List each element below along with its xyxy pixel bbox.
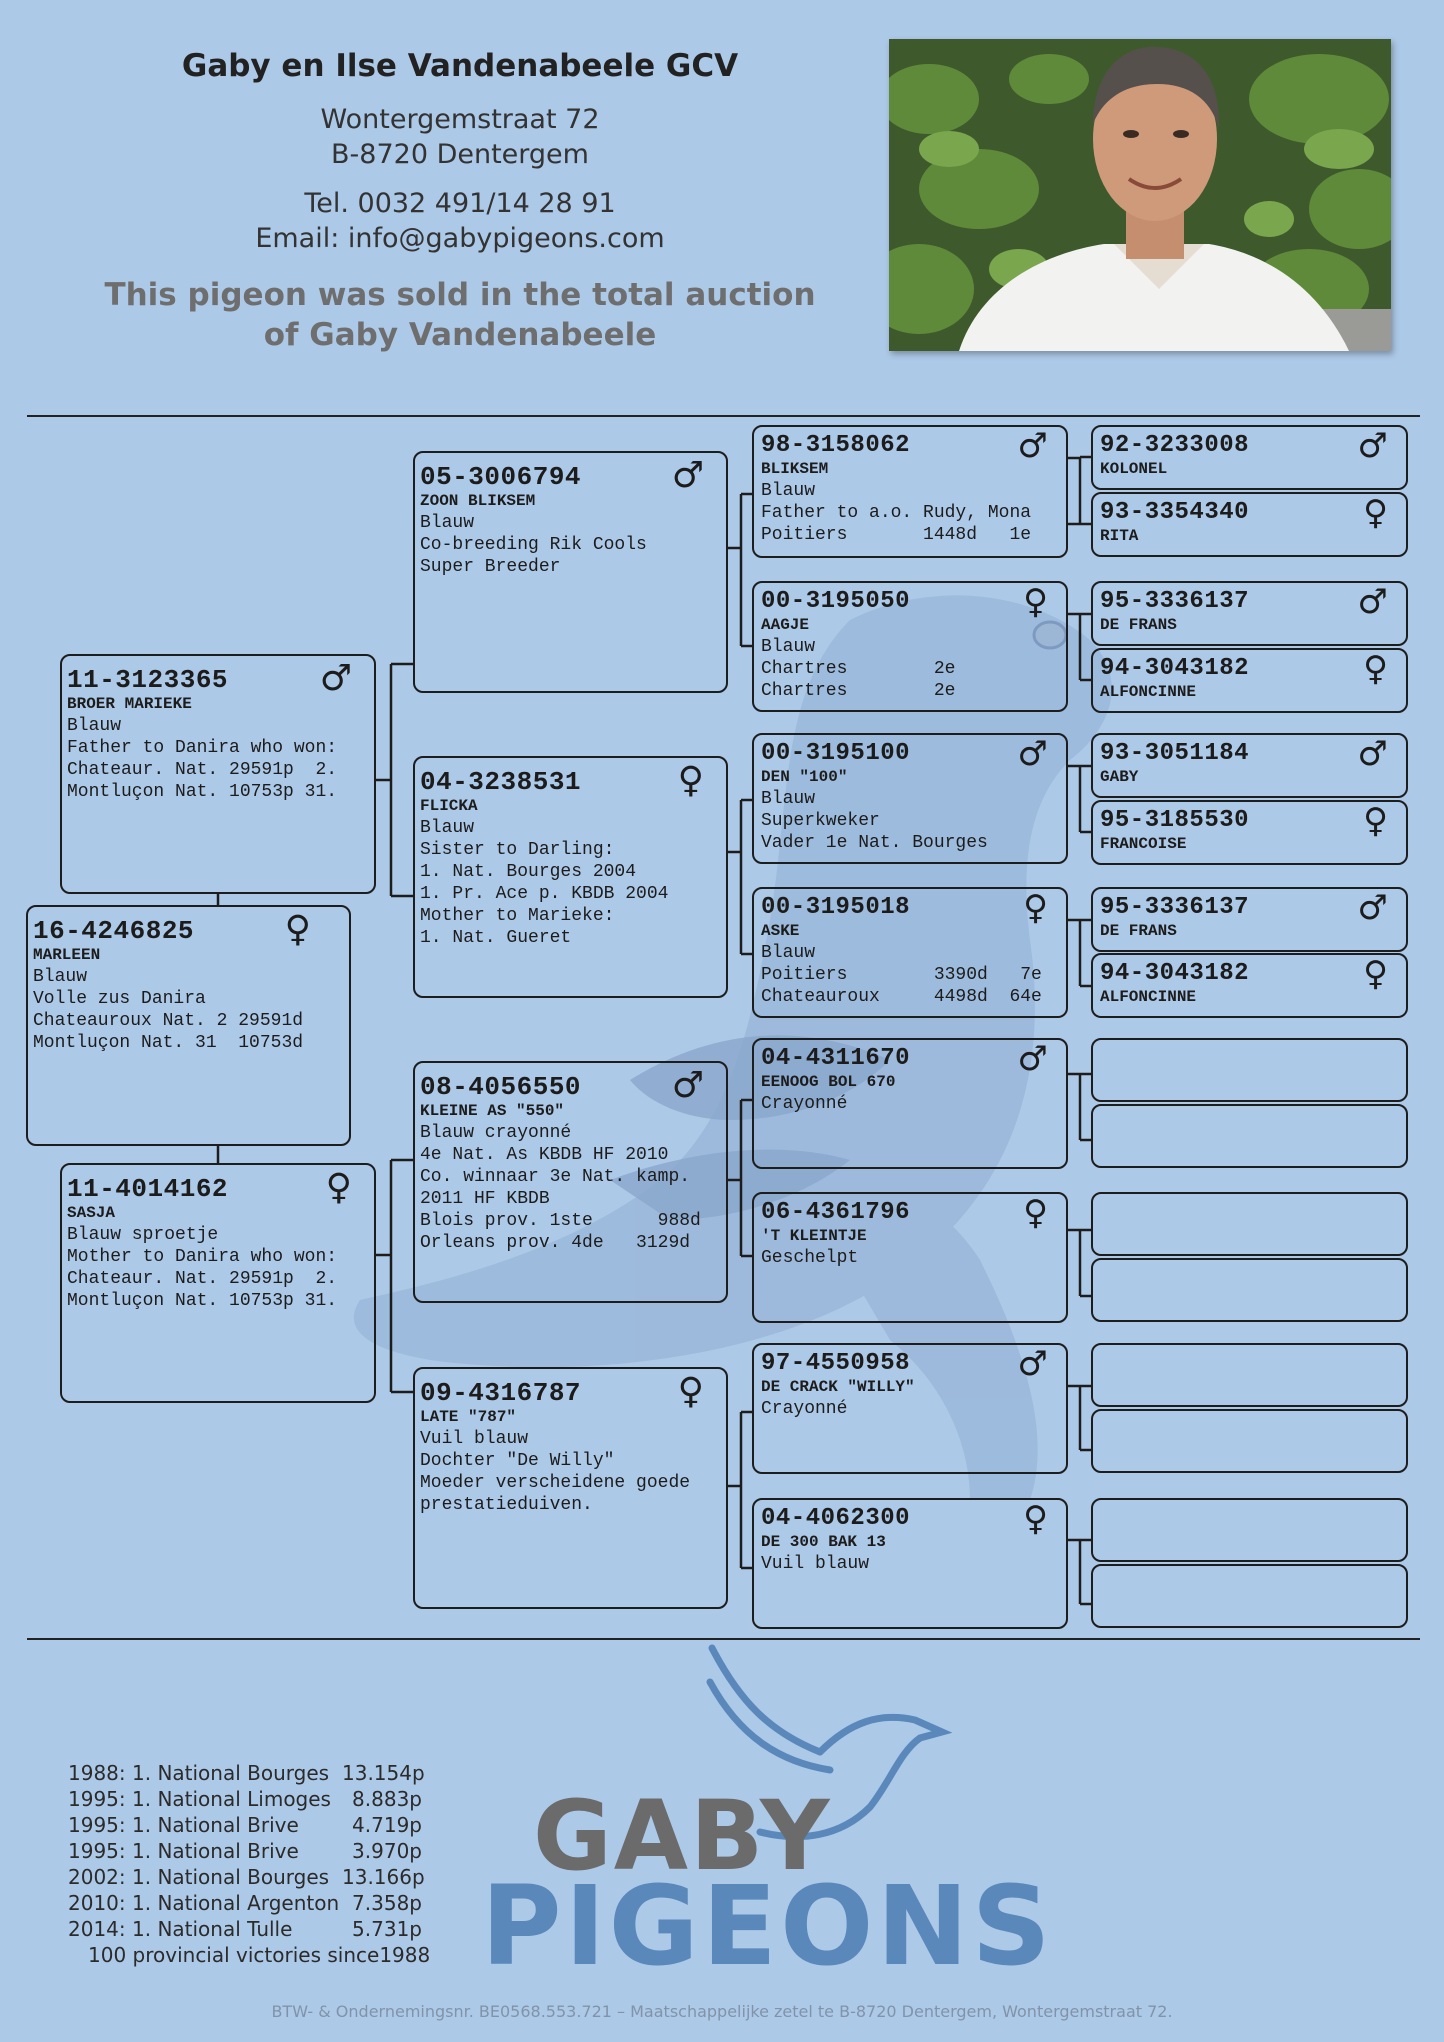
empty-pedigree-box xyxy=(1091,1409,1408,1473)
ring-number: 97-4550958 xyxy=(761,1350,911,1377)
logo-text-pigeons: PIGEONS xyxy=(481,1862,1054,1990)
street-address: Wontergemstraat 72 xyxy=(320,104,600,135)
victory-row: 2010: 1. National Argenton 7.358p xyxy=(68,1891,422,1915)
victory-row: 1995: 1. National Brive 4.719p xyxy=(68,1813,422,1837)
male-symbol-icon: ♂ xyxy=(671,1065,704,1106)
pigeon-card-gg1[interactable] xyxy=(752,425,1068,558)
pigeon-name: GABY xyxy=(1100,768,1139,786)
empty-pedigree-box xyxy=(1091,1498,1408,1562)
female-symbol-icon: ♀ xyxy=(1363,954,1388,994)
male-symbol-icon: ♂ xyxy=(1357,426,1388,466)
ring-number: 94-3043182 xyxy=(1100,960,1250,987)
ring-number: 09-4316787 xyxy=(420,1378,582,1408)
ring-number: 98-3158062 xyxy=(761,432,911,459)
pigeon-name: ASKE xyxy=(761,922,800,940)
victory-row: 1995: 1. National Limoges 8.883p xyxy=(68,1787,422,1811)
male-symbol-icon: ♂ xyxy=(1357,734,1388,774)
pigeon-card-grandfather-paternal[interactable] xyxy=(413,451,728,693)
empty-pedigree-box xyxy=(1091,1343,1408,1407)
pigeon-card-subject[interactable] xyxy=(26,905,351,1146)
pigeon-name: ALFONCINNE xyxy=(1100,683,1197,701)
owner-name: Gaby en Ilse Vandenabeele GCV xyxy=(181,48,739,84)
sold-notice-line2: of Gaby Vandenabeele xyxy=(263,317,657,353)
pigeon-name: MARLEEN xyxy=(33,946,101,964)
pigeon-card-ggg8[interactable] xyxy=(1091,953,1408,1018)
female-symbol-icon: ♀ xyxy=(1023,1193,1048,1233)
pigeon-info: Blauw Sister to Darling: 1. Nat. Bourges 2004 1. Pr. Ace p. KBDB 2004 Mother to Marieke: 1. Nat. Gueret xyxy=(420,818,669,948)
female-symbol-icon: ♀ xyxy=(1363,649,1388,689)
pigeon-info: Blauw Poitiers 3390d 7e Chateauroux 4498d 64e xyxy=(761,943,1042,1007)
pigeon-card-gg8[interactable] xyxy=(752,1498,1068,1629)
ring-number: 95-3336137 xyxy=(1100,894,1250,921)
male-symbol-icon: ♂ xyxy=(1017,734,1048,774)
empty-pedigree-box xyxy=(1091,1038,1408,1102)
victory-row: 1995: 1. National Brive 3.970p xyxy=(68,1839,422,1863)
pigeon-card-ggg5[interactable] xyxy=(1091,733,1408,798)
female-symbol-icon: ♀ xyxy=(1023,888,1048,928)
ring-number: 08-4056550 xyxy=(420,1072,582,1102)
ring-number: 04-4062300 xyxy=(761,1505,911,1532)
pigeon-name: RITA xyxy=(1100,527,1139,545)
pigeon-card-gg5[interactable] xyxy=(752,1038,1068,1169)
city-address: B-8720 Dentergem xyxy=(331,139,589,170)
pigeon-name: FLICKA xyxy=(420,797,478,815)
victory-row: 1988: 1. National Bourges 13.154p xyxy=(68,1761,425,1785)
female-symbol-icon: ♀ xyxy=(677,1371,704,1412)
pigeon-info: Blauw Father to a.o. Rudy, Mona Poitiers 1448d 1e xyxy=(761,481,1032,545)
ring-number: 04-3238531 xyxy=(420,767,582,797)
email: Email: info@gabypigeons.com xyxy=(255,223,665,254)
pigeon-info: Vuil blauw xyxy=(761,1554,870,1574)
pigeon-name: ZOON BLIKSEM xyxy=(420,492,536,510)
female-symbol-icon: ♀ xyxy=(677,760,704,801)
pigeon-info: Geschelpt xyxy=(761,1248,859,1268)
company-footer: BTW- & Ondernemingsnr. BE0568.553.721 – Maatschappelijke zetel te B-8720 Dentergem, Wontergemstraat 72. xyxy=(271,2002,1173,2021)
provincial-victories: 100 provincial victories since1988 xyxy=(88,1943,431,1967)
pigeon-name: LATE "787" xyxy=(420,1408,517,1426)
pigeon-name: DE FRANS xyxy=(1100,922,1177,940)
pigeon-card-gg7[interactable] xyxy=(752,1343,1068,1474)
male-symbol-icon: ♂ xyxy=(1017,1344,1048,1384)
ring-number: 04-4311670 xyxy=(761,1045,911,1072)
pigeon-info: Blauw Co-breeding Rik Cools Super Breeder xyxy=(420,513,647,577)
pigeon-card-ggg2[interactable] xyxy=(1091,492,1408,557)
empty-pedigree-box xyxy=(1091,1104,1408,1168)
male-symbol-icon: ♂ xyxy=(1017,1039,1048,1079)
empty-pedigree-box xyxy=(1091,1564,1408,1628)
ring-number: 00-3195050 xyxy=(761,588,911,615)
female-symbol-icon: ♀ xyxy=(284,909,311,950)
pigeon-card-father[interactable] xyxy=(60,654,376,894)
ring-number: 95-3336137 xyxy=(1100,588,1250,615)
pigeon-info: Blauw Chartres 2e Chartres 2e xyxy=(761,637,956,701)
pigeon-card-gg4[interactable] xyxy=(752,887,1068,1018)
empty-pedigree-box xyxy=(1091,1192,1408,1256)
pigeon-info: Blauw crayonné 4e Nat. As KBDB HF 2010 Co. winnaar 3e Nat. kamp. 2011 HF KBDB Blois prov. 1ste 988d Orleans prov. 4de 3129d xyxy=(420,1123,701,1253)
pigeon-name: ALFONCINNE xyxy=(1100,988,1197,1006)
male-symbol-icon: ♂ xyxy=(671,455,704,496)
ring-number: 11-3123365 xyxy=(67,665,229,695)
pigeon-card-grandfather-maternal[interactable] xyxy=(413,1061,728,1303)
pigeon-name: FRANCOISE xyxy=(1100,835,1187,853)
pigeon-info: Blauw Father to Danira who won: Chateaur. Nat. 29591p 2. Montluçon Nat. 10753p 31. xyxy=(67,716,338,802)
ring-number: 92-3233008 xyxy=(1100,432,1250,459)
pigeon-info: Vuil blauw Dochter "De Willy" Moeder verscheidene goede prestatieduiven. xyxy=(420,1429,691,1515)
pigeon-name: EENOOG BOL 670 xyxy=(761,1073,896,1091)
pigeon-card-ggg1[interactable] xyxy=(1091,425,1408,490)
ring-number: 05-3006794 xyxy=(420,462,582,492)
female-symbol-icon: ♀ xyxy=(1363,801,1388,841)
ring-number: 94-3043182 xyxy=(1100,655,1250,682)
pigeon-card-gg2[interactable] xyxy=(752,581,1068,712)
pigeon-card-ggg4[interactable] xyxy=(1091,648,1408,713)
ring-number: 00-3195100 xyxy=(761,740,911,767)
ring-number: 95-3185530 xyxy=(1100,807,1250,834)
telephone: Tel. 0032 491/14 28 91 xyxy=(304,188,616,219)
ring-number: 11-4014162 xyxy=(67,1174,229,1204)
female-symbol-icon: ♀ xyxy=(1023,582,1048,622)
ring-number: 06-4361796 xyxy=(761,1199,911,1226)
pigeon-info: Crayonné xyxy=(761,1399,848,1419)
pigeon-name: BROER MARIEKE xyxy=(67,695,192,713)
pigeon-name: DE FRANS xyxy=(1100,616,1177,634)
ring-number: 16-4246825 xyxy=(33,916,195,946)
pigeon-info: Blauw Superkweker Vader 1e Nat. Bourges xyxy=(761,789,988,853)
pigeon-name: SASJA xyxy=(67,1204,116,1222)
pigeon-info: Blauw Volle zus Danira Chateauroux Nat. 2 29591d Montluçon Nat. 31 10753d xyxy=(33,967,304,1053)
female-symbol-icon: ♀ xyxy=(1023,1499,1048,1539)
pigeon-name: DE CRACK "WILLY" xyxy=(761,1378,915,1396)
pigeon-info: Blauw sproetje Mother to Danira who won: Chateaur. Nat. 29591p 2. Montluçon Nat. 10753p 31. xyxy=(67,1225,338,1311)
sold-notice-line1: This pigeon was sold in the total auction xyxy=(104,277,816,313)
ring-number: 93-3354340 xyxy=(1100,499,1250,526)
pigeon-card-grandmother-maternal[interactable] xyxy=(413,1367,728,1609)
pigeon-name: 'T KLEINTJE xyxy=(761,1227,867,1245)
ring-number: 00-3195018 xyxy=(761,894,911,921)
pigeon-name: BLIKSEM xyxy=(761,460,829,478)
female-symbol-icon: ♀ xyxy=(1363,493,1388,533)
pigeon-name: DEN "100" xyxy=(761,768,848,786)
pigeon-card-gg3[interactable] xyxy=(752,733,1068,864)
male-symbol-icon: ♂ xyxy=(1357,888,1388,928)
male-symbol-icon: ♂ xyxy=(1357,582,1388,622)
pigeon-name: DE 300 BAK 13 xyxy=(761,1533,886,1551)
pigeon-card-mother[interactable] xyxy=(60,1163,376,1403)
male-symbol-icon: ♂ xyxy=(1017,426,1048,466)
female-symbol-icon: ♀ xyxy=(325,1167,352,1208)
empty-pedigree-box xyxy=(1091,1258,1408,1322)
male-symbol-icon: ♂ xyxy=(319,658,352,699)
pigeon-info: Crayonné xyxy=(761,1094,848,1114)
victory-row: 2014: 1. National Tulle 5.731p xyxy=(68,1917,422,1941)
ring-number: 93-3051184 xyxy=(1100,740,1250,767)
pigeon-card-ggg3[interactable] xyxy=(1091,581,1408,646)
pigeon-card-grandmother-paternal[interactable] xyxy=(413,756,728,998)
pigeon-name: KOLONEL xyxy=(1100,460,1168,478)
pigeon-card-ggg7[interactable] xyxy=(1091,887,1408,952)
pigeon-card-gg6[interactable] xyxy=(752,1192,1068,1323)
logo-text-gaby: GABY xyxy=(533,1780,832,1892)
victory-row: 2002: 1. National Bourges 13.166p xyxy=(68,1865,425,1889)
victories-list xyxy=(68,1760,430,1968)
pigeon-card-ggg6[interactable] xyxy=(1091,800,1408,865)
pigeon-name: KLEINE AS "550" xyxy=(420,1102,565,1120)
pigeon-name: AAGJE xyxy=(761,616,810,634)
